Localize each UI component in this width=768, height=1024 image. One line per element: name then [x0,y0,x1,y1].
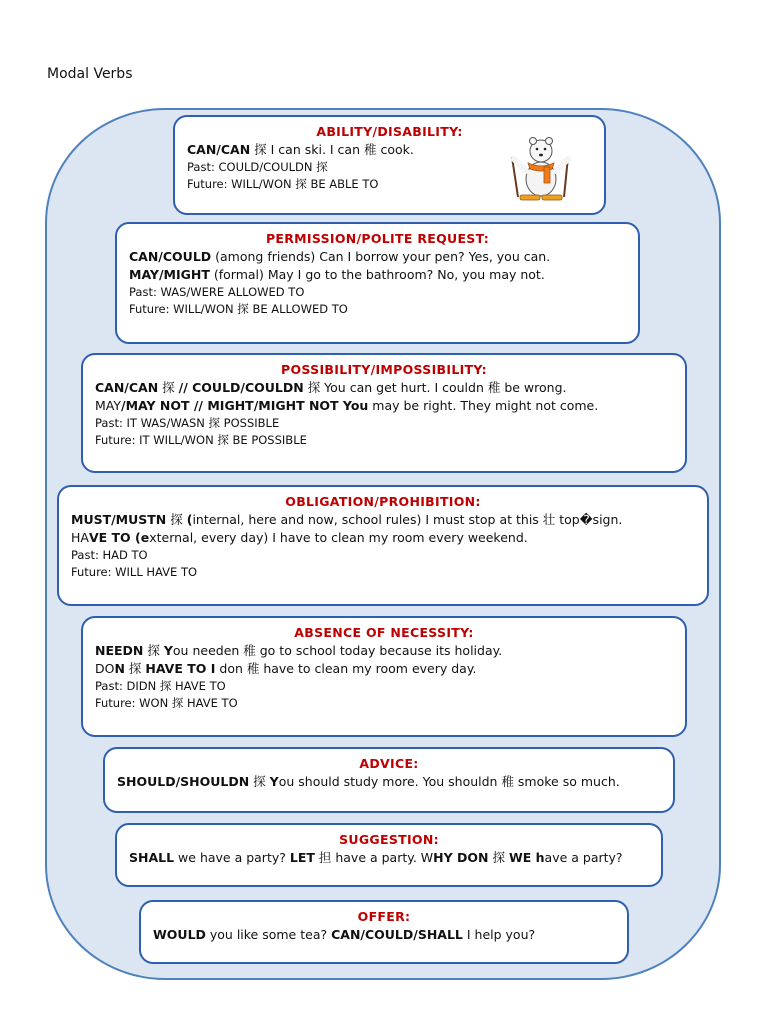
obligation-line-2: HAVE TO (external, every day) I have to clean my room every weekend. [71,530,528,545]
ability-past: Past: COULD/COULDN 探 [187,160,328,174]
absence-heading: ABSENCE OF NECESSITY: [294,625,474,640]
absence-line-1: NEEDN 探 You needen 稚 go to school today because its holiday. [95,643,503,658]
absence-box [81,616,687,737]
obligation-line-1: MUST/MUSTN 探 (internal, here and now, school rules) I must stop at this 壮 top�sign. [71,512,623,527]
suggestion-box [115,823,663,887]
possibility-past: Past: IT WAS/WASN 探 POSSIBLE [95,416,280,430]
permission-future: Future: WILL/WON 探 BE ALLOWED TO [129,302,348,316]
ability-line-1: CAN/CAN 探 I can ski. I can 稚 cook. [187,142,414,157]
obligation-box [57,485,709,606]
obligation-heading: OBLIGATION/PROHIBITION: [285,494,481,509]
obligation-past: Past: HAD TO [71,548,148,562]
possibility-heading: POSSIBILITY/IMPOSSIBILITY: [281,362,487,377]
permission-box [115,222,640,344]
permission-line-1: CAN/COULD (among friends) Can I borrow your pen? Yes, you can. [129,249,551,264]
possibility-box [81,353,687,473]
ability-heading: ABILITY/DISABILITY: [316,124,463,139]
offer-line-1: WOULD you like some tea? CAN/COULD/SHALL I help you? [153,927,536,942]
advice-box [103,747,675,813]
advice-line-1: SHOULD/SHOULDN 探 You should study more. You shouldn 稚 smoke so much. [117,774,620,789]
absence-line-2: DON 探 HAVE TO I don 稚 have to clean my room every day. [95,661,477,676]
offer-box [139,900,629,964]
ability-box [173,115,606,215]
possibility-line-1: CAN/CAN 探 // COULD/COULDN 探 You can get hurt. I couldn 稚 be wrong. [95,380,567,395]
advice-heading: ADVICE: [359,756,419,771]
ability-future: Future: WILL/WON 探 BE ABLE TO [187,177,379,191]
suggestion-line-1: SHALL we have a party? LET 担 have a party. WHY DON 探 WE have a party? [129,850,623,865]
suggestion-heading: SUGGESTION: [339,832,439,847]
absence-past: Past: DIDN 探 HAVE TO [95,679,226,693]
permission-heading: PERMISSION/POLITE REQUEST: [265,231,490,246]
skiing-polar-bear-image [506,127,576,207]
page-title: Modal Verbs [47,66,133,82]
permission-line-2: MAY/MIGHT (formal) May I go to the bathroom? No, you may not. [129,267,545,282]
obligation-future: Future: WILL HAVE TO [71,565,198,579]
permission-past: Past: WAS/WERE ALLOWED TO [129,285,305,299]
possibility-future: Future: IT WILL/WON 探 BE POSSIBLE [95,433,307,447]
absence-future: Future: WON 探 HAVE TO [95,696,238,710]
possibility-line-2: MAY/MAY NOT // MIGHT/MIGHT NOT You may be right. They might not come. [95,398,599,413]
offer-heading: OFFER: [357,909,411,924]
